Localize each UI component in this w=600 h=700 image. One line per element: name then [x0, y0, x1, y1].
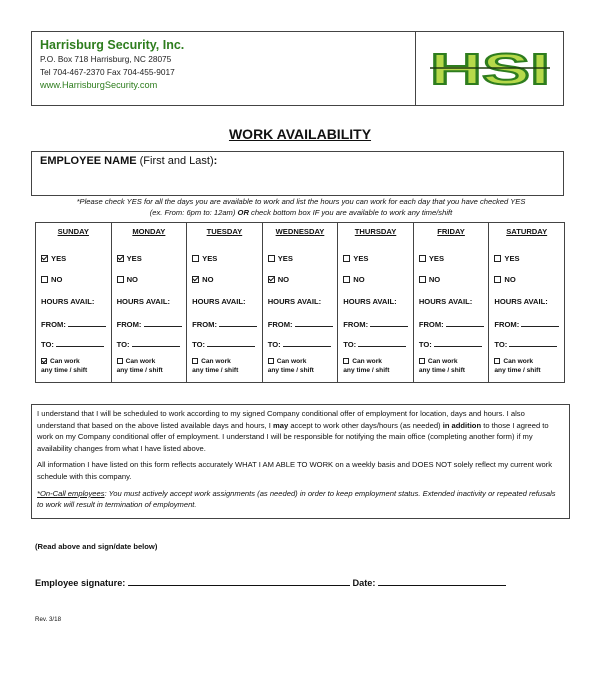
- yes-checkbox[interactable]: [494, 255, 501, 262]
- to-input[interactable]: [132, 339, 180, 347]
- day-name: MONDAY: [132, 227, 166, 236]
- revision-note: Rev. 3/18: [35, 616, 62, 623]
- no-checkbox[interactable]: [268, 276, 275, 283]
- yes-checkbox[interactable]: [117, 255, 124, 262]
- day-cell: [414, 227, 489, 382]
- from-field: [419, 319, 484, 329]
- day-cell: [112, 227, 187, 382]
- no-checkbox[interactable]: [192, 276, 199, 283]
- hours-avail-label: HOURS AVAIL:: [418, 297, 473, 306]
- day-column-sunday: [36, 223, 112, 383]
- any-time-option: [494, 357, 540, 375]
- terms-box: [31, 404, 570, 519]
- page-title: WORK AVAILABILITY: [228, 126, 372, 142]
- days-row: [36, 223, 565, 383]
- hours-avail-label: HOURS AVAIL:: [116, 297, 170, 306]
- any-time-checkbox[interactable]: [268, 358, 274, 364]
- day-cell: [36, 227, 111, 382]
- employee-name-field[interactable]: [31, 151, 564, 196]
- instructions: [31, 196, 571, 218]
- any-time-label: any time / shift: [267, 367, 314, 374]
- from-input[interactable]: [521, 319, 559, 327]
- from-field: [268, 319, 333, 329]
- from-label: FROM:: [116, 320, 142, 329]
- yes-option: [419, 254, 444, 263]
- signature-field[interactable]: [128, 577, 350, 586]
- day-column-tuesday: [187, 223, 263, 383]
- no-option: [41, 275, 62, 284]
- to-input[interactable]: [56, 339, 104, 347]
- to-label: TO:: [418, 340, 432, 349]
- to-label: TO:: [494, 340, 508, 349]
- hours-avail-label: HOURS AVAIL:: [343, 297, 397, 306]
- from-input[interactable]: [370, 319, 408, 327]
- to-field: [268, 339, 331, 349]
- terms-p1-b: accept to work other days/hours (as needed): [288, 420, 443, 430]
- yes-label: YES: [51, 254, 67, 263]
- yes-option: [343, 254, 368, 263]
- no-option: [268, 275, 289, 284]
- from-field: [192, 319, 257, 329]
- logo-cell: [416, 32, 563, 105]
- signature-label: Employee signature:: [35, 578, 126, 588]
- any-time-checkbox[interactable]: [41, 358, 47, 364]
- day-name: SUNDAY: [57, 227, 89, 236]
- from-label: FROM:: [192, 320, 218, 329]
- yes-option: [268, 254, 293, 263]
- terms-on-call: [37, 488, 564, 511]
- no-checkbox[interactable]: [117, 276, 124, 283]
- day-name: WEDNESDAY: [275, 227, 325, 236]
- to-input[interactable]: [509, 339, 557, 347]
- instructions-or: OR: [237, 208, 249, 217]
- day-column-monday: [111, 223, 187, 383]
- yes-checkbox[interactable]: [343, 255, 350, 262]
- day-cell: [338, 227, 413, 382]
- company-name: Harrisburg Security, Inc.: [40, 38, 185, 52]
- yes-label: YES: [353, 254, 369, 263]
- company-website[interactable]: www.HarrisburgSecurity.com: [40, 80, 158, 90]
- yes-option: [117, 254, 142, 263]
- from-input[interactable]: [219, 319, 257, 327]
- day-column-friday: [413, 223, 489, 383]
- day-name: SATURDAY: [506, 227, 548, 236]
- to-field: [41, 339, 104, 349]
- any-time-option: [268, 357, 314, 375]
- any-time-option: [419, 357, 465, 375]
- terms-p1-c: to those I agreed to work on my Company conditional offer of employment. I understand I will be responsible for notifying the main office (completing another form) if my availability changes from what I have listed above.: [37, 420, 549, 453]
- from-label: FROM:: [41, 320, 66, 329]
- company-info: [32, 32, 416, 105]
- no-label: NO: [202, 275, 214, 284]
- yes-option: [41, 254, 66, 263]
- yes-label: YES: [202, 254, 218, 263]
- date-field[interactable]: [378, 577, 506, 586]
- no-label: NO: [51, 275, 63, 284]
- any-time-label: any time / shift: [343, 367, 390, 374]
- to-field: [494, 339, 557, 349]
- availability-table: [35, 222, 565, 383]
- yes-option: [192, 254, 217, 263]
- no-checkbox[interactable]: [41, 276, 48, 283]
- no-option: [343, 275, 364, 284]
- any-time-option: [192, 357, 238, 375]
- terms-paragraph-2: All information I have listed on this form reflects accurately WHAT I AM ABLE TO WORK on a weekly basis and DOES NOT solely reflect my current work schedule with this company.: [37, 460, 553, 481]
- no-label: NO: [353, 275, 365, 284]
- any-time-label: any time / shift: [192, 367, 239, 374]
- employee-name-colon: :: [213, 155, 218, 167]
- from-input[interactable]: [68, 319, 106, 327]
- date-label: Date:: [352, 578, 376, 588]
- no-label: NO: [504, 275, 516, 284]
- from-label: FROM:: [343, 320, 369, 329]
- any-time-option: [41, 357, 87, 375]
- yes-checkbox[interactable]: [419, 255, 426, 262]
- yes-checkbox[interactable]: [41, 255, 48, 262]
- yes-checkbox[interactable]: [192, 255, 199, 262]
- hours-avail-label: HOURS AVAIL:: [192, 297, 246, 306]
- terms-p1-a: I understand that I will be scheduled to work according to my signed Company conditional offer of employment for location, days and hours. I also understand that based on the above listed available days and hours, I: [37, 409, 525, 430]
- to-field: [343, 339, 406, 349]
- from-input[interactable]: [446, 319, 484, 327]
- yes-label: YES: [277, 254, 293, 263]
- terms-p1-addition: in addition: [442, 420, 482, 430]
- to-label: TO:: [343, 340, 357, 349]
- any-time-checkbox[interactable]: [343, 358, 349, 364]
- from-field: [343, 319, 408, 329]
- to-label: TO:: [267, 340, 281, 349]
- from-field: [117, 319, 182, 329]
- day-cell: [263, 227, 338, 382]
- to-field: [192, 339, 255, 349]
- to-field: [117, 339, 180, 349]
- any-time-option: [343, 357, 389, 375]
- instructions-line-2: [31, 207, 571, 218]
- can-work-label: Can work: [427, 358, 458, 365]
- from-input[interactable]: [144, 319, 182, 327]
- employee-name-hint: (First and Last): [139, 155, 214, 167]
- no-checkbox[interactable]: [494, 276, 501, 283]
- read-above-note: (Read above and sign/date below): [35, 542, 158, 551]
- from-field: [494, 319, 559, 329]
- employee-name-label: EMPLOYEE NAME: [40, 155, 137, 167]
- yes-label: YES: [428, 254, 445, 263]
- day-column-saturday: [489, 223, 565, 383]
- logo-text: HSI: [429, 45, 550, 92]
- yes-label: YES: [504, 254, 520, 263]
- yes-label: YES: [126, 254, 142, 263]
- any-time-checkbox[interactable]: [117, 358, 123, 364]
- on-call-text: : You must actively accept work assignments (as needed) in order to keep employment status. Extended inactivity or repeated refusals to work will result in termination of employment.: [37, 488, 556, 510]
- yes-option: [494, 254, 519, 263]
- no-label: NO: [428, 275, 441, 284]
- no-option: [192, 275, 213, 284]
- hsi-logo: [426, 46, 554, 92]
- no-option: [419, 275, 440, 284]
- can-work-label: Can work: [276, 358, 307, 365]
- to-input[interactable]: [207, 339, 255, 347]
- to-input[interactable]: [283, 339, 331, 347]
- hours-avail-label: HOURS AVAIL:: [494, 297, 548, 306]
- day-column-thursday: [338, 223, 414, 383]
- day-column-wednesday: [262, 223, 338, 383]
- terms-paragraph-1: [37, 408, 564, 454]
- can-work-label: Can work: [50, 358, 80, 365]
- company-phone: Tel 704-467-2370 Fax 704-455-9017: [40, 66, 175, 77]
- any-time-label: any time / shift: [41, 367, 88, 374]
- to-input[interactable]: [434, 339, 482, 347]
- to-input[interactable]: [358, 339, 406, 347]
- any-time-checkbox[interactable]: [494, 358, 500, 364]
- from-label: FROM:: [267, 320, 293, 329]
- any-time-checkbox[interactable]: [192, 358, 198, 364]
- signature-line: [35, 577, 506, 588]
- day-cell: [489, 227, 564, 382]
- no-option: [117, 275, 138, 284]
- any-time-label: any time / shift: [418, 367, 465, 374]
- can-work-label: Can work: [201, 358, 231, 365]
- can-work-label: Can work: [352, 358, 382, 365]
- to-label: TO:: [192, 340, 206, 349]
- company-address: P.O. Box 718 Harrisburg, NC 28075: [40, 54, 172, 64]
- letterhead: [31, 31, 564, 106]
- to-label: TO:: [116, 340, 130, 349]
- instructions-anytime: check bottom box IF you are available to work any time/shift: [248, 208, 453, 217]
- from-label: FROM:: [418, 320, 444, 329]
- can-work-label: Can work: [125, 358, 156, 365]
- day-name: FRIDAY: [437, 227, 465, 236]
- no-label: NO: [277, 275, 290, 284]
- day-name: THURSDAY: [354, 227, 397, 236]
- from-label: FROM:: [494, 320, 520, 329]
- on-call-label: *On-Call employees: [37, 488, 105, 498]
- terms-p1-may: may: [273, 420, 289, 430]
- any-time-checkbox[interactable]: [419, 358, 425, 364]
- instructions-example: (ex. From: 6pm to: 12am): [149, 208, 238, 217]
- any-time-label: any time / shift: [116, 367, 163, 374]
- to-label: TO:: [41, 340, 54, 349]
- no-checkbox[interactable]: [343, 276, 350, 283]
- instructions-line-1: *Please check YES for all the days you are available to work and list the hours you can work for each day that you have checked YES: [76, 197, 526, 206]
- no-label: NO: [126, 275, 138, 284]
- yes-checkbox[interactable]: [268, 255, 275, 262]
- day-name: TUESDAY: [206, 227, 243, 236]
- any-time-option: [117, 357, 163, 375]
- to-field: [419, 339, 482, 349]
- from-input[interactable]: [295, 319, 333, 327]
- no-checkbox[interactable]: [419, 276, 426, 283]
- hours-avail-label: HOURS AVAIL:: [267, 297, 322, 306]
- day-cell: [187, 227, 262, 382]
- any-time-label: any time / shift: [494, 367, 541, 374]
- hours-avail-label: HOURS AVAIL:: [41, 297, 95, 306]
- can-work-label: Can work: [503, 358, 534, 365]
- no-option: [494, 275, 515, 284]
- from-field: [41, 319, 106, 329]
